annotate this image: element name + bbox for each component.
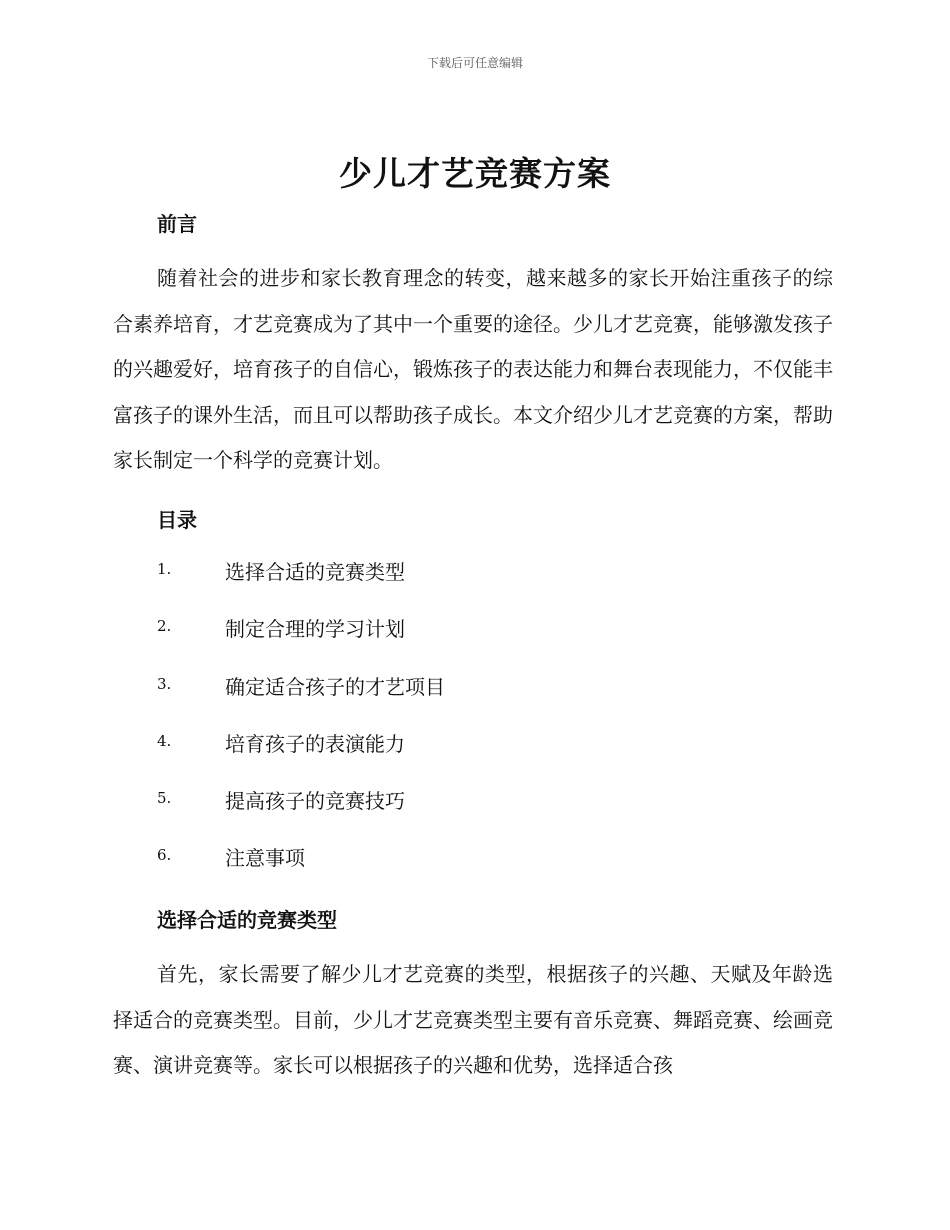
toc-item-number: 3. — [157, 674, 172, 693]
toc-item-text: 制定合理的学习计划 — [225, 617, 405, 642]
toc-item-text: 确定适合孩子的才艺项目 — [225, 674, 445, 699]
toc-item — [157, 842, 445, 899]
header-note: 下载后可任意编辑 — [426, 56, 523, 70]
toc-item — [157, 785, 445, 842]
toc-item-text: 注意事项 — [225, 846, 305, 871]
toc-item-text: 选择合适的竞赛类型 — [225, 560, 405, 584]
preface-paragraph: 随着社会的进步和家长教育理念的转变，越来越多的家长开始注重孩子的综合素养培育，才艺竞赛成为了其中一个重要的途径。少儿才艺竞赛，能够激发孩子的兴趣爱好，培育孩子的自信心，锻炼孩子的表达能力和舞台表现能力，不仅能丰富孩子的课外生活，而且可以帮助孩子成长。本文介绍少儿才艺竞赛的方案，帮助家长制定一个科学的竞赛计划。 — [113, 266, 833, 472]
toc-item-text: 培育孩子的表演能力 — [225, 731, 405, 756]
toc-item-text: 提高孩子的竞赛技巧 — [225, 789, 405, 814]
toc-item — [157, 671, 445, 728]
toc-item — [157, 613, 445, 670]
toc-item-number: 1. — [157, 560, 172, 578]
preface-heading: 前言 — [157, 212, 197, 236]
toc-item — [157, 728, 445, 785]
toc-item — [157, 556, 445, 613]
toc-item-number: 6. — [157, 846, 172, 865]
toc-list — [157, 556, 445, 900]
document-title: 少儿才艺竞赛方案 — [339, 154, 611, 193]
toc-item-number: 5. — [157, 789, 172, 808]
section1-paragraph: 首先，家长需要了解少儿才艺竞赛的类型，根据孩子的兴趣、天赋及年龄选择适合的竞赛类型。目前，少儿才艺竞赛类型主要有音乐竞赛、舞蹈竞赛、绘画竞赛、演讲竞赛等。家长可以根据孩子的兴趣和优势，选择适合孩 — [113, 962, 833, 1077]
section1-heading: 选择合适的竞赛类型 — [157, 908, 337, 932]
toc-item-number: 2. — [157, 617, 172, 636]
toc-item-number: 4. — [157, 731, 172, 750]
toc-heading: 目录 — [157, 508, 197, 532]
